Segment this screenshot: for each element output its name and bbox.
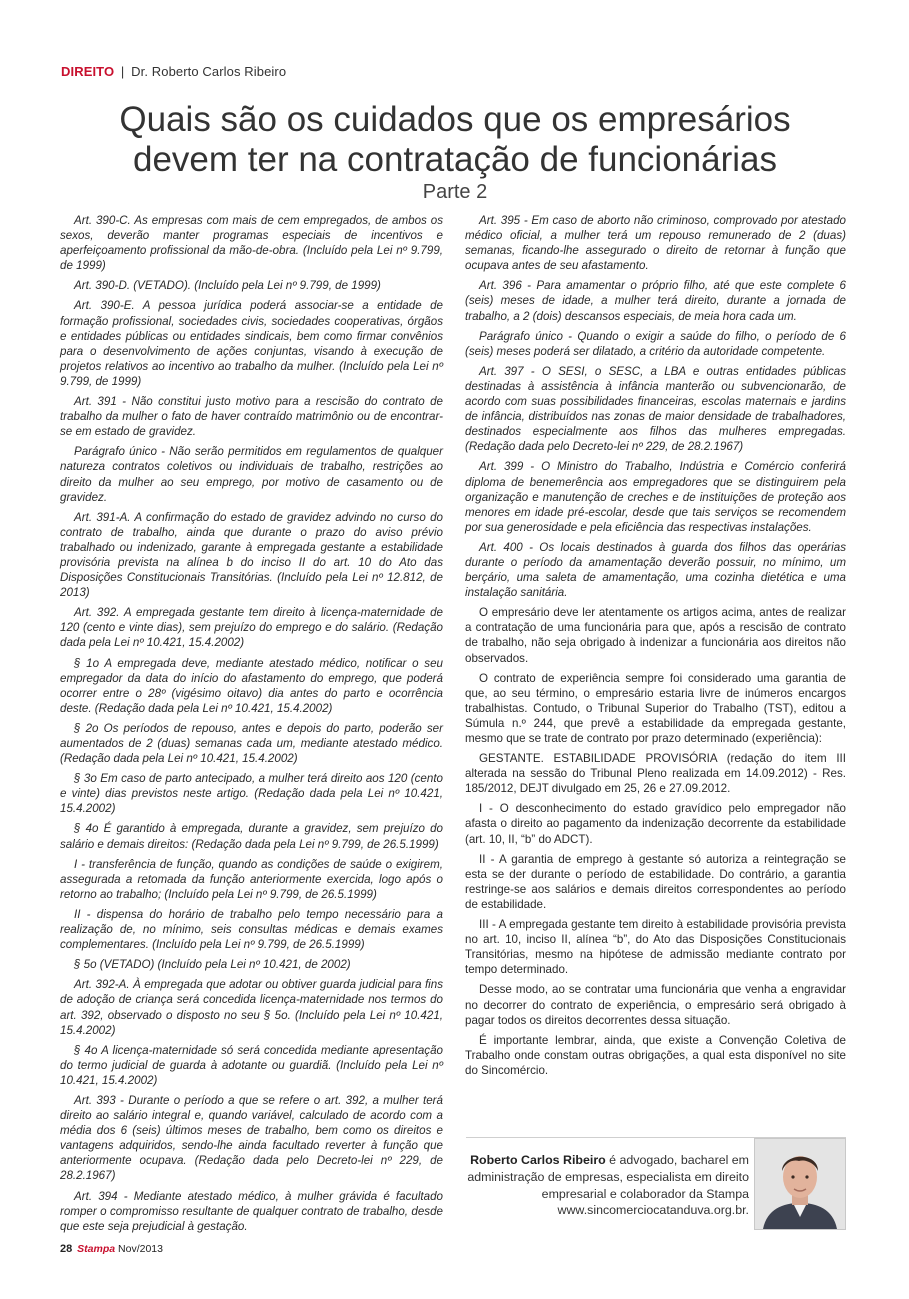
right-column: [465, 213, 846, 1083]
paragraph: Art. 396 - Para amamentar o próprio filho, até que este complete 6 (seis) meses de idade, a mulher terá direito, durante a jornada de trabalho, a 2 (dois) descansos especiais, de meia hora cada um.: [465, 279, 846, 323]
paragraph: Desse modo, ao se contratar uma funcionária que venha a engravidar no decorrer do contrato de experiência, o empresário será obrigado à pagar todos os direitos decorrentes dessa situação.: [465, 983, 846, 1027]
header-author: Dr. Roberto Carlos Ribeiro: [131, 64, 287, 79]
author-bio: [449, 1152, 749, 1219]
paragraph: Art. 395 - Em caso de aborto não criminoso, comprovado por atestado médico oficial, a mulher terá um repouso remunerado de 2 (duas) semanas, ficando-lhe assegurado o direito de retornar à função que ocupava antes de seu afastamento.: [465, 214, 846, 273]
paragraph: É importante lembrar, ainda, que existe a Convenção Coletiva de Trabalho onde constam outras obrigações, a qual esta disponível no site do Sincomércio.: [465, 1033, 846, 1077]
paragraph: O empresário deve ler atentamente os artigos acima, antes de realizar a contratação de uma funcionária para que, após a rescisão de contrato de trabalho, não seja obrigado à indenizar a funcionária aos direitos não observados.: [465, 606, 846, 665]
paragraph: Art. 394 - Mediante atestado médico, à mulher grávida é facultado romper o compromisso resultante de qualquer contrato de trabalho, desde que este seja prejudicial à gestação.: [60, 1189, 443, 1233]
paragraph: I - O desconhecimento do estado gravídico pelo empregador não afasta o direito ao pagamento da indenização decorrente da estabilidade (art. 10, II, “b” do ADCT).: [465, 802, 846, 846]
magazine-name: Stampa: [77, 1243, 116, 1255]
header-separator: |: [120, 64, 125, 79]
issue-date: Nov/2013: [118, 1243, 163, 1255]
paragraph: I - transferência de função, quando as condições de saúde o exigirem, assegurada a retomada da função anteriormente exercida, logo após o retorno ao trabalho; (Incluído pela Lei nº 9.799, de 26.5.1999): [60, 857, 443, 901]
paragraph: Art. 392. A empregada gestante tem direito à licença-maternidade de 120 (cento e vinte dias), sem prejuízo do emprego e do salário. (Redação dada pela Lei nº 10.421, 15.4.2002): [60, 606, 443, 650]
paragraph: § 5o (VETADO) (Incluído pela Lei nº 10.421, de 2002): [74, 958, 351, 972]
paragraph: § 4o A licença-maternidade só será concedida mediante apresentação do termo judicial de guarda à adotante ou guardiã. (Incluído pela Lei nº 10.421, 15.4.2002): [60, 1043, 443, 1087]
section-label: DIREITO: [61, 64, 115, 79]
paragraph: Art. 393 - Durante o período a que se refere o art. 392, a mulher terá direito ao salário integral e, quando variável, calculado de acordo com a média dos 6 (seis) últimos meses de trabalho, bem como os direitos e vantagens adquiridos, sendo-lhe ainda facultado reverter à função que anteriormente ocupava. (Redação dada pelo Decreto-lei nº 229, de 28.2.1967): [60, 1093, 443, 1183]
author-bio-box: [466, 1137, 846, 1228]
left-column: [60, 213, 443, 1239]
paragraph: II - dispensa do horário de trabalho pelo tempo necessário para a realização de, no mínimo, seis consultas médicas e demais exames complementares. (Incluído pela Lei nº 9.799, de 26.5.1999): [60, 907, 443, 952]
page-number: 28: [60, 1243, 73, 1255]
article-header: [61, 64, 286, 79]
page-subtitle: Parte 2: [422, 181, 488, 203]
paragraph: Parágrafo único - Não serão permitidos em regulamentos de qualquer natureza contratos coletivos ou individuais de trabalho, restrições ao direito da mulher ao seu emprego, por motivo de casamento ou de gravidez.: [60, 445, 443, 504]
paragraph: Art. 392-A. À empregada que adotar ou obtiver guarda judicial para fins de adoção de criança será concedida licença-maternidade nos termos do art. 392, observado o disposto no seu § 5o. (Incluído pela Lei nº 10.421, 15.4.2002): [60, 978, 443, 1037]
paragraph: § 1o A empregada deve, mediante atestado médico, notificar o seu empregador da data do início do afastamento do emprego, que poderá ocorrer entre o 28º (vigésimo oitavo) dia antes do parto e ocorrência deste. (Redação dada pela Lei nº 10.421, 15.4.2002): [60, 656, 443, 715]
title-line-2: devem ter na contratação de funcionárias: [133, 140, 777, 179]
bio-text: é advogado, bacharel em administração de empresas, especialista em direito empresarial e colaborador da Stampa: [467, 1153, 749, 1201]
paragraph: Art. 397 - O SESI, o SESC, a LBA e outras entidades públicas destinadas à assistência à infância manterão ou subvencionarão, de acordo com suas possibilidades financeiras, escolas maternais e jardins de infância, distribuídos nas zonas de maior densidade de trabalhadores, destinados especialmente aos filhos das mulheres empregadas. (Redação dada pelo Decreto-lei nº 229, de 28.2.1967): [465, 364, 846, 454]
paragraph: Art. 399 - O Ministro do Trabalho, Indústria e Comércio conferirá diploma de benemerência aos empregadores que se distinguirem pela organização e manutenção de creches e de instituições de proteção aos menores em idade pré-escolar, desde que tais serviços se recomendem por sua generosidade e pela eficiência das respectivas instalações.: [465, 460, 846, 534]
bio-website: www.sincomerciocatanduva.org.br.: [557, 1203, 749, 1218]
paragraph: II - A garantia de emprego à gestante só autoriza a reintegração se esta se der durante o período de estabilidade. Do contrário, a garantia restringe-se aos salários e demais direitos correspondentes ao período de estabilidade.: [465, 852, 846, 911]
paragraph: Parágrafo único - Quando o exigir a saúde do filho, o período de 6 (seis) meses poderá ser dilatado, a critério da autoridade competente.: [465, 329, 846, 358]
paragraph: Art. 390-E. A pessoa jurídica poderá associar-se a entidade de formação profissional, sociedades civis, sociedades cooperativas, órgãos e entidades públicas ou entidades sindicais, bem como firmar convênios para o desenvolvimento de ações conjuntas, visando à execução de projetos relativos ao incentivo ao trabalho da mulher. (Incluído pela Lei nº 9.799, de 1999): [60, 299, 443, 388]
paragraph: Art. 391 - Não constitui justo motivo para a rescisão do contrato de trabalho da mulher o fato de haver contraído matrimônio ou de encontrar-se em estado de gravidez.: [60, 395, 443, 439]
paragraph: O contrato de experiência sempre foi considerado uma garantia de que, ao seu término, o empresário estaria livre de inúmeros encargos trabalhistas. Contudo, o Tribunal Superior do Trabalho (TST), editou a Súmula n.º 244, que prevê a estabilidade da empregada gestante, mesmo que se trate de contrato por prazo determinado (experiência):: [465, 671, 846, 745]
bio-name: Roberto Carlos Ribeiro: [470, 1153, 606, 1167]
title-line-1: Quais são os cuidados que os empresários: [119, 100, 791, 139]
paragraph: Art. 391-A. A confirmação do estado de gravidez advindo no curso do contrato de trabalho, ainda que durante o prazo do aviso prévio trabalhado ou indenizado, garante à empregada gestante a estabilidade provisória prevista na alínea b do inciso II do art. 10 do Ato das Disposições Constitucionais Transitórias. (Incluído pela Lei nº 12.812, de 2013): [60, 510, 443, 600]
paragraph: Art. 390-C. As empresas com mais de cem empregados, de ambos os sexos, deverão manter programas especiais de incentivos e aperfeiçoamento profissional da mão-de-obra. (Incluído pela Lei nº 9.799, de 1999): [60, 214, 443, 273]
paragraph: § 3o Em caso de parto antecipado, a mulher terá direito aos 120 (cento e vinte) dias previstos neste artigo. (Redação dada pela Lei nº 10.421, 15.4.2002): [60, 772, 443, 816]
author-photo: [754, 1138, 846, 1230]
paragraph: § 2o Os períodos de repouso, antes e depois do parto, poderão ser aumentados de 2 (duas) semanas cada um, mediante atestado médico.(Redação dada pela Lei nº 10.421, 15.4.2002): [60, 721, 443, 766]
paragraph: § 4o É garantido à empregada, durante a gravidez, sem prejuízo do salário e demais direitos: (Redação dada pela Lei nº 9.799, de 26.5.1999): [60, 822, 443, 851]
page-title: [40, 100, 870, 180]
paragraph: Art. 400 - Os locais destinados à guarda dos filhos das operárias durante o período da amamentação deverão possuir, no mínimo, um berçário, uma saleta de amamentação, uma cozinha dietética e uma instalação sanitária.: [465, 540, 846, 600]
paragraph: III - A empregada gestante tem direito à estabilidade provisória prevista no art. 10, inciso II, alínea “b”, do Ato das Disposições Constitucionais Transitórias, mesmo na hipótese de admissão mediante contrato por tempo determinado.: [465, 918, 846, 977]
page-footer: [60, 1243, 163, 1255]
paragraph: GESTANTE. ESTABILIDADE PROVISÓRIA (redação do item III alterada na sessão do Tribunal Pleno realizada em 14.09.2012) - Res. 185/2012, DEJT divulgado em 25, 26 e 27.09.2012.: [465, 752, 846, 796]
paragraph: Art. 390-D. (VETADO). (Incluído pela Lei nº 9.799, de 1999): [74, 279, 381, 293]
